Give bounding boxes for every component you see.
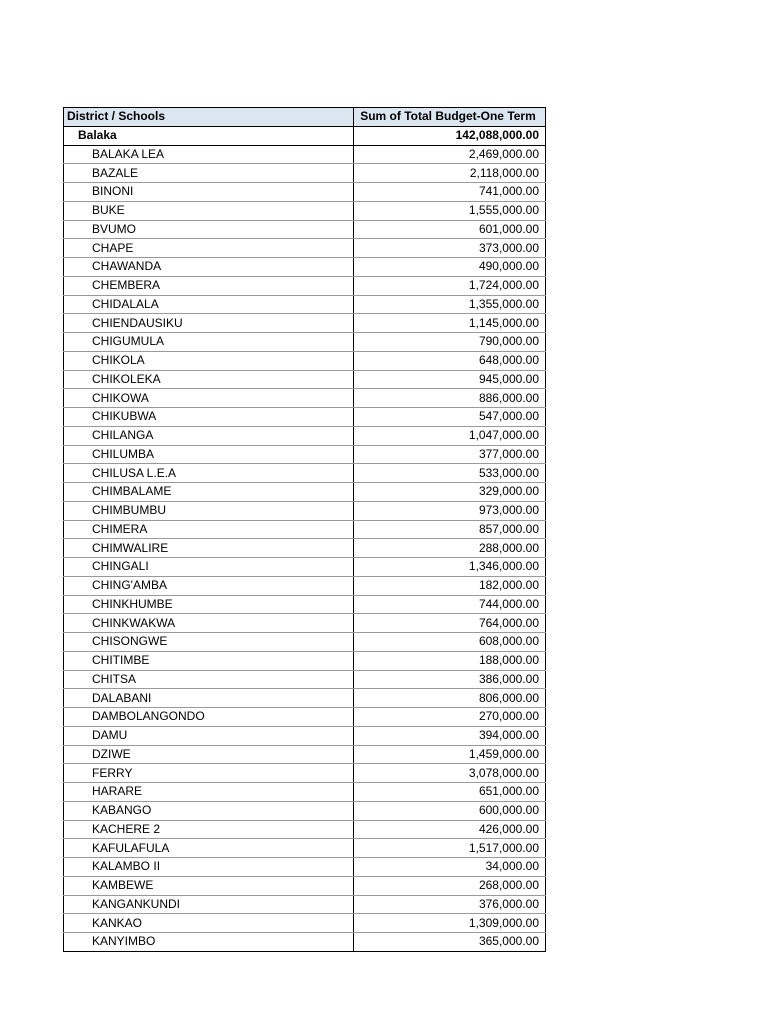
school-row — [64, 464, 546, 483]
school-name: FERRY — [64, 764, 354, 783]
school-name: BAZALE — [64, 164, 354, 183]
school-budget-value: 1,309,000.00 — [354, 914, 546, 933]
school-budget-value: 288,000.00 — [354, 539, 546, 558]
school-row — [64, 520, 546, 539]
school-budget-value: 34,000.00 — [354, 858, 546, 877]
school-row — [64, 558, 546, 577]
school-name: CHILUMBA — [64, 445, 354, 464]
budget-table — [63, 107, 546, 952]
school-name: CHAWANDA — [64, 258, 354, 277]
school-name: CHIMBUMBU — [64, 501, 354, 520]
school-budget-value: 2,118,000.00 — [354, 164, 546, 183]
district-name: Balaka — [64, 126, 354, 145]
school-row — [64, 633, 546, 652]
school-row — [64, 145, 546, 164]
school-row — [64, 764, 546, 783]
school-name: HARARE — [64, 783, 354, 802]
school-name: CHILANGA — [64, 426, 354, 445]
column-header-total-budget: Sum of Total Budget-One Term — [354, 108, 546, 127]
school-budget-value: 426,000.00 — [354, 820, 546, 839]
school-name: CHISONGWE — [64, 633, 354, 652]
school-name: BALAKA LEA — [64, 145, 354, 164]
school-name: CHIKUBWA — [64, 408, 354, 427]
school-row — [64, 914, 546, 933]
school-name: CHING'AMBA — [64, 576, 354, 595]
school-budget-value: 1,459,000.00 — [354, 745, 546, 764]
school-budget-value: 790,000.00 — [354, 333, 546, 352]
school-name: KANYIMBO — [64, 933, 354, 952]
school-row — [64, 745, 546, 764]
school-row — [64, 445, 546, 464]
school-name: KANKAO — [64, 914, 354, 933]
school-budget-value: 365,000.00 — [354, 933, 546, 952]
school-budget-value: 394,000.00 — [354, 726, 546, 745]
school-name: CHIMBALAME — [64, 483, 354, 502]
school-row — [64, 933, 546, 952]
school-name: KALAMBO II — [64, 858, 354, 877]
school-budget-value: 648,000.00 — [354, 351, 546, 370]
school-row — [64, 295, 546, 314]
school-name: KABANGO — [64, 801, 354, 820]
school-budget-value: 857,000.00 — [354, 520, 546, 539]
school-budget-value: 600,000.00 — [354, 801, 546, 820]
school-row — [64, 276, 546, 295]
school-name: CHEMBERA — [64, 276, 354, 295]
school-name: CHITIMBE — [64, 651, 354, 670]
school-row — [64, 239, 546, 258]
school-budget-value: 608,000.00 — [354, 633, 546, 652]
school-row — [64, 726, 546, 745]
table-body — [64, 126, 546, 951]
school-row — [64, 858, 546, 877]
school-row — [64, 895, 546, 914]
school-name: DALABANI — [64, 689, 354, 708]
school-name: BUKE — [64, 201, 354, 220]
school-name: BVUMO — [64, 220, 354, 239]
school-row — [64, 201, 546, 220]
school-budget-value: 1,555,000.00 — [354, 201, 546, 220]
school-budget-value: 1,145,000.00 — [354, 314, 546, 333]
school-row — [64, 801, 546, 820]
school-budget-value: 270,000.00 — [354, 708, 546, 727]
school-row — [64, 670, 546, 689]
school-name: DAMBOLANGONDO — [64, 708, 354, 727]
column-header-district-schools: District / Schools — [64, 108, 354, 127]
school-name: CHINGALI — [64, 558, 354, 577]
school-budget-value: 188,000.00 — [354, 651, 546, 670]
school-budget-value: 490,000.00 — [354, 258, 546, 277]
school-row — [64, 689, 546, 708]
school-budget-value: 376,000.00 — [354, 895, 546, 914]
school-row — [64, 839, 546, 858]
school-row — [64, 314, 546, 333]
school-name: CHITSA — [64, 670, 354, 689]
school-budget-value: 547,000.00 — [354, 408, 546, 427]
school-budget-value: 741,000.00 — [354, 183, 546, 202]
school-budget-value: 329,000.00 — [354, 483, 546, 502]
school-name: CHINKHUMBE — [64, 595, 354, 614]
school-name: CHIDALALA — [64, 295, 354, 314]
school-row — [64, 501, 546, 520]
school-budget-value: 764,000.00 — [354, 614, 546, 633]
school-row — [64, 595, 546, 614]
school-budget-value: 377,000.00 — [354, 445, 546, 464]
school-name: CHIGUMULA — [64, 333, 354, 352]
school-row — [64, 426, 546, 445]
school-budget-value: 2,469,000.00 — [354, 145, 546, 164]
school-row — [64, 370, 546, 389]
school-row — [64, 258, 546, 277]
district-row — [64, 126, 546, 145]
school-row — [64, 614, 546, 633]
school-row — [64, 389, 546, 408]
school-name: DZIWE — [64, 745, 354, 764]
school-budget-value: 533,000.00 — [354, 464, 546, 483]
school-budget-value: 1,724,000.00 — [354, 276, 546, 295]
school-budget-value: 1,047,000.00 — [354, 426, 546, 445]
school-name: CHIKOWA — [64, 389, 354, 408]
school-budget-value: 973,000.00 — [354, 501, 546, 520]
school-name: KACHERE 2 — [64, 820, 354, 839]
school-name: KANGANKUNDI — [64, 895, 354, 914]
school-budget-value: 268,000.00 — [354, 876, 546, 895]
school-budget-value: 1,517,000.00 — [354, 839, 546, 858]
school-row — [64, 220, 546, 239]
school-name: CHIKOLA — [64, 351, 354, 370]
school-budget-value: 651,000.00 — [354, 783, 546, 802]
school-budget-value: 886,000.00 — [354, 389, 546, 408]
school-row — [64, 183, 546, 202]
school-budget-value: 1,346,000.00 — [354, 558, 546, 577]
header-row — [64, 108, 546, 127]
school-row — [64, 783, 546, 802]
school-budget-value: 806,000.00 — [354, 689, 546, 708]
school-row — [64, 333, 546, 352]
school-row — [64, 351, 546, 370]
school-budget-value: 3,078,000.00 — [354, 764, 546, 783]
school-budget-value: 182,000.00 — [354, 576, 546, 595]
school-name: DAMU — [64, 726, 354, 745]
school-name: CHAPE — [64, 239, 354, 258]
school-budget-value: 373,000.00 — [354, 239, 546, 258]
district-total: 142,088,000.00 — [354, 126, 546, 145]
school-name: CHINKWAKWA — [64, 614, 354, 633]
school-row — [64, 820, 546, 839]
school-budget-value: 945,000.00 — [354, 370, 546, 389]
school-name: CHILUSA L.E.A — [64, 464, 354, 483]
school-row — [64, 876, 546, 895]
school-name: KAMBEWE — [64, 876, 354, 895]
school-budget-value: 744,000.00 — [354, 595, 546, 614]
school-name: CHIMWALIRE — [64, 539, 354, 558]
school-name: CHIKOLEKA — [64, 370, 354, 389]
school-name: BINONI — [64, 183, 354, 202]
school-row — [64, 576, 546, 595]
school-name: CHIMERA — [64, 520, 354, 539]
school-row — [64, 164, 546, 183]
school-row — [64, 483, 546, 502]
school-budget-value: 1,355,000.00 — [354, 295, 546, 314]
school-budget-value: 601,000.00 — [354, 220, 546, 239]
school-row — [64, 539, 546, 558]
school-row — [64, 408, 546, 427]
school-budget-value: 386,000.00 — [354, 670, 546, 689]
school-row — [64, 651, 546, 670]
school-name: CHIENDAUSIKU — [64, 314, 354, 333]
school-row — [64, 708, 546, 727]
school-name: KAFULAFULA — [64, 839, 354, 858]
